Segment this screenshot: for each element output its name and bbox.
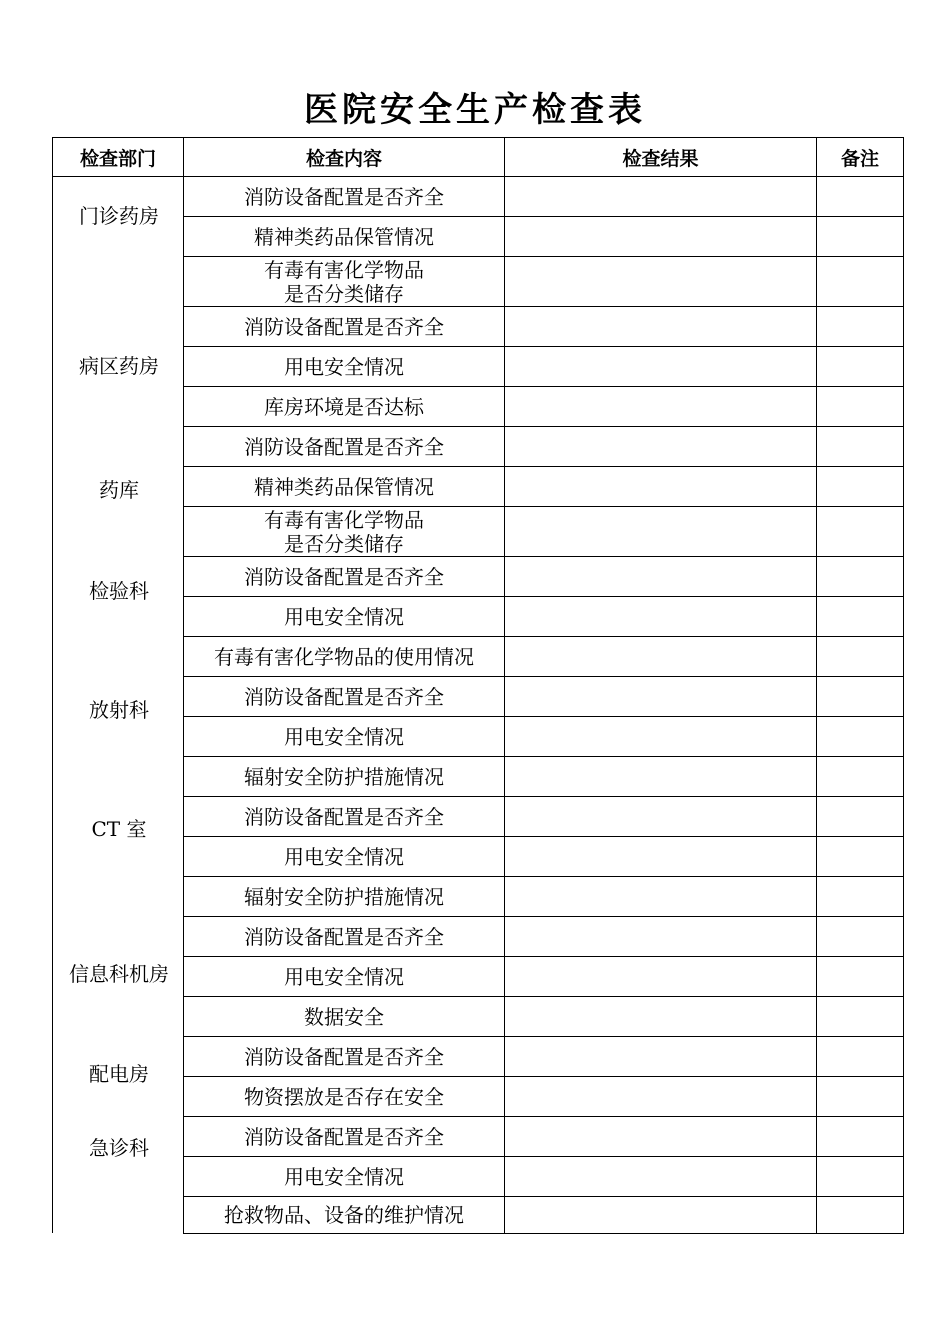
content-cell	[183, 1196, 505, 1234]
result-cell[interactable]	[504, 346, 817, 387]
content-cell	[183, 836, 505, 877]
dept-label: 配电房	[89, 1062, 149, 1086]
result-cell[interactable]	[504, 1196, 817, 1234]
remark-cell[interactable]	[816, 426, 904, 467]
result-cell[interactable]	[504, 996, 817, 1037]
content-text: 消防设备配置是否齐全	[244, 684, 444, 709]
content-cell	[183, 596, 505, 637]
content-text: 库房环境是否达标	[264, 394, 424, 419]
table-row	[183, 467, 904, 508]
content-cell	[183, 916, 505, 957]
remark-cell[interactable]	[816, 1196, 904, 1234]
content-text: 抢救物品、设备的维护情况	[224, 1203, 464, 1227]
remark-cell[interactable]	[816, 716, 904, 757]
remark-cell[interactable]	[816, 306, 904, 347]
content-text: 消防设备配置是否齐全	[244, 924, 444, 949]
result-cell[interactable]	[504, 506, 817, 557]
content-cell	[183, 1156, 505, 1197]
table-row	[183, 387, 904, 428]
result-cell[interactable]	[504, 216, 817, 257]
content-cell	[183, 306, 505, 347]
content-cell	[183, 716, 505, 757]
content-cell	[183, 256, 505, 307]
content-text: 用电安全情况	[284, 724, 404, 749]
content-cell	[183, 1036, 505, 1077]
result-cell[interactable]	[504, 306, 817, 347]
result-cell[interactable]	[504, 636, 817, 677]
result-cell[interactable]	[504, 676, 817, 717]
table-row	[183, 1117, 904, 1158]
dept-label: 急诊科	[89, 1136, 149, 1160]
result-cell[interactable]	[504, 386, 817, 427]
table-row	[183, 257, 904, 308]
content-cell	[183, 556, 505, 597]
dept-column	[52, 176, 184, 1233]
content-cell	[183, 956, 505, 997]
table-row	[183, 347, 904, 388]
table-row	[183, 557, 904, 598]
table-row	[183, 307, 904, 348]
content-text: 物资摆放是否存在安全	[244, 1084, 444, 1109]
table-row	[183, 1197, 904, 1235]
remark-cell[interactable]	[816, 956, 904, 997]
remark-cell[interactable]	[816, 556, 904, 597]
table-row	[183, 217, 904, 258]
content-cell	[183, 676, 505, 717]
remark-cell[interactable]	[816, 836, 904, 877]
remark-cell[interactable]	[816, 596, 904, 637]
content-text: 有毒有害化学物品 是否分类储存	[264, 507, 424, 556]
dept-label: CT 室	[91, 817, 147, 841]
result-cell[interactable]	[504, 916, 817, 957]
content-text: 有毒有害化学物品的使用情况	[214, 644, 474, 669]
table-row	[183, 597, 904, 638]
content-text: 精神类药品保管情况	[254, 224, 434, 249]
table-row	[183, 877, 904, 918]
remark-cell[interactable]	[816, 466, 904, 507]
result-cell[interactable]	[504, 176, 817, 217]
header-remark: 备注	[816, 137, 904, 177]
remark-cell[interactable]	[816, 756, 904, 797]
table-row	[183, 637, 904, 678]
remark-cell[interactable]	[816, 1116, 904, 1157]
content-cell	[183, 466, 505, 507]
result-cell[interactable]	[504, 1076, 817, 1117]
content-text: 消防设备配置是否齐全	[244, 314, 444, 339]
content-text: 用电安全情况	[284, 1164, 404, 1189]
table-row	[183, 177, 904, 218]
content-text: 消防设备配置是否齐全	[244, 564, 444, 589]
dept-label: 门诊药房	[79, 204, 159, 228]
dept-label: 病区药房	[79, 354, 159, 378]
table-row	[183, 717, 904, 758]
content-cell	[183, 216, 505, 257]
content-cell	[183, 386, 505, 427]
table-row	[183, 1077, 904, 1118]
remark-cell[interactable]	[816, 216, 904, 257]
dept-label: 放射科	[89, 698, 149, 722]
table-row	[183, 997, 904, 1038]
content-text: 消防设备配置是否齐全	[244, 434, 444, 459]
table-row	[183, 957, 904, 998]
remark-cell[interactable]	[816, 1036, 904, 1077]
content-cell	[183, 426, 505, 467]
remark-cell[interactable]	[816, 1156, 904, 1197]
content-text: 用电安全情况	[284, 964, 404, 989]
header-dept: 检查部门	[52, 137, 184, 177]
content-text: 用电安全情况	[284, 604, 404, 629]
result-cell[interactable]	[504, 466, 817, 507]
result-cell[interactable]	[504, 426, 817, 467]
remark-cell[interactable]	[816, 346, 904, 387]
content-text: 有毒有害化学物品 是否分类储存	[264, 257, 424, 306]
remark-cell[interactable]	[816, 1076, 904, 1117]
dept-label: 药库	[99, 478, 139, 502]
table-row	[183, 757, 904, 798]
remark-cell[interactable]	[816, 176, 904, 217]
content-cell	[183, 1076, 505, 1117]
table-row	[183, 917, 904, 958]
content-text: 用电安全情况	[284, 354, 404, 379]
content-text: 数据安全	[304, 1004, 384, 1029]
page-title: 医院安全生产检查表	[304, 90, 646, 130]
content-text: 辐射安全防护措施情况	[244, 764, 444, 789]
remark-cell[interactable]	[816, 876, 904, 917]
remark-cell[interactable]	[816, 386, 904, 427]
header-content: 检查内容	[183, 137, 505, 177]
result-cell[interactable]	[504, 836, 817, 877]
result-cell[interactable]	[504, 556, 817, 597]
content-cell	[183, 346, 505, 387]
content-cell	[183, 796, 505, 837]
content-text: 消防设备配置是否齐全	[244, 804, 444, 829]
content-cell	[183, 176, 505, 217]
content-cell	[183, 756, 505, 797]
table-row	[183, 1157, 904, 1198]
remark-cell[interactable]	[816, 636, 904, 677]
content-cell	[183, 636, 505, 677]
table-row	[183, 677, 904, 718]
content-text: 消防设备配置是否齐全	[244, 1044, 444, 1069]
result-cell[interactable]	[504, 1116, 817, 1157]
result-cell[interactable]	[504, 256, 817, 307]
remark-cell[interactable]	[816, 256, 904, 307]
table-row	[183, 797, 904, 838]
content-cell	[183, 1116, 505, 1157]
result-cell[interactable]	[504, 716, 817, 757]
header-result: 检查结果	[504, 137, 817, 177]
result-cell[interactable]	[504, 796, 817, 837]
remark-cell[interactable]	[816, 506, 904, 557]
result-cell[interactable]	[504, 756, 817, 797]
result-cell[interactable]	[504, 876, 817, 917]
content-text: 精神类药品保管情况	[254, 474, 434, 499]
table-row	[183, 1037, 904, 1078]
content-text: 消防设备配置是否齐全	[244, 1124, 444, 1149]
content-text: 消防设备配置是否齐全	[244, 184, 444, 209]
remark-cell[interactable]	[816, 996, 904, 1037]
table-row	[183, 427, 904, 468]
remark-cell[interactable]	[816, 676, 904, 717]
remark-cell[interactable]	[816, 796, 904, 837]
content-text: 辐射安全防护措施情况	[244, 884, 444, 909]
content-cell	[183, 876, 505, 917]
content-cell	[183, 506, 505, 557]
dept-label: 信息科机房	[69, 962, 169, 986]
result-cell[interactable]	[504, 1156, 817, 1197]
remark-cell[interactable]	[816, 916, 904, 957]
content-text: 用电安全情况	[284, 844, 404, 869]
dept-label: 检验科	[89, 579, 149, 603]
result-cell[interactable]	[504, 1036, 817, 1077]
content-cell	[183, 996, 505, 1037]
result-cell[interactable]	[504, 596, 817, 637]
result-cell[interactable]	[504, 956, 817, 997]
table-row	[183, 837, 904, 878]
table-row	[183, 507, 904, 558]
